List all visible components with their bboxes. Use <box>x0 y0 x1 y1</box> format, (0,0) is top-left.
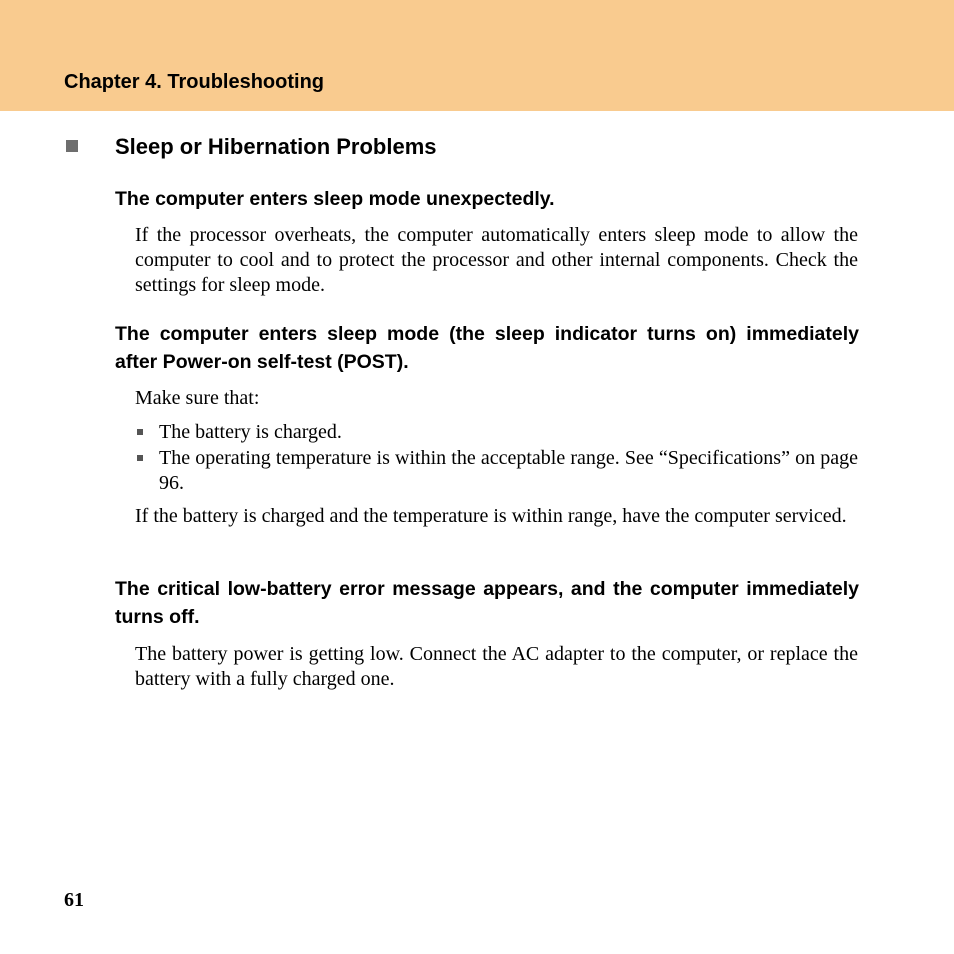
bullet-list <box>135 420 858 497</box>
problem-heading-2: The computer enters sleep mode (the sleep indicator turns on) immediately after Power-on self-test (POST). <box>115 323 859 373</box>
list-item <box>135 420 858 445</box>
problem-heading-1: The computer enters sleep mode unexpectedly. <box>115 188 555 210</box>
problem-body-3: The battery power is getting low. Connect the AC adapter to the computer, or replace the battery with a fully charged one. <box>135 643 858 690</box>
gray-square-icon <box>66 140 78 152</box>
list-item-text: The operating temperature is within the acceptable range. See “Specifications” on page 96. <box>159 447 858 494</box>
chapter-header-band <box>0 0 954 111</box>
problem-body-1: If the processor overheats, the computer automatically enters sleep mode to allow the computer to cool and to protect the processor and other internal components. Check the settings for sleep mode. <box>135 224 858 296</box>
chapter-title: Chapter 4. Troubleshooting <box>64 71 325 93</box>
section-title: Sleep or Hibernation Problems <box>115 134 437 159</box>
problem-intro-2: Make sure that: <box>135 387 260 409</box>
square-bullet-icon <box>137 455 143 461</box>
square-bullet-icon <box>137 429 143 435</box>
list-item <box>135 446 858 496</box>
problem-body-2: If the battery is charged and the temperature is within range, have the computer serviced. <box>135 505 847 527</box>
problem-heading-3: The critical low-battery error message appears, and the computer immediately turns off. <box>115 578 859 628</box>
list-item-text: The battery is charged. <box>159 421 342 443</box>
page-number: 61 <box>64 889 84 911</box>
